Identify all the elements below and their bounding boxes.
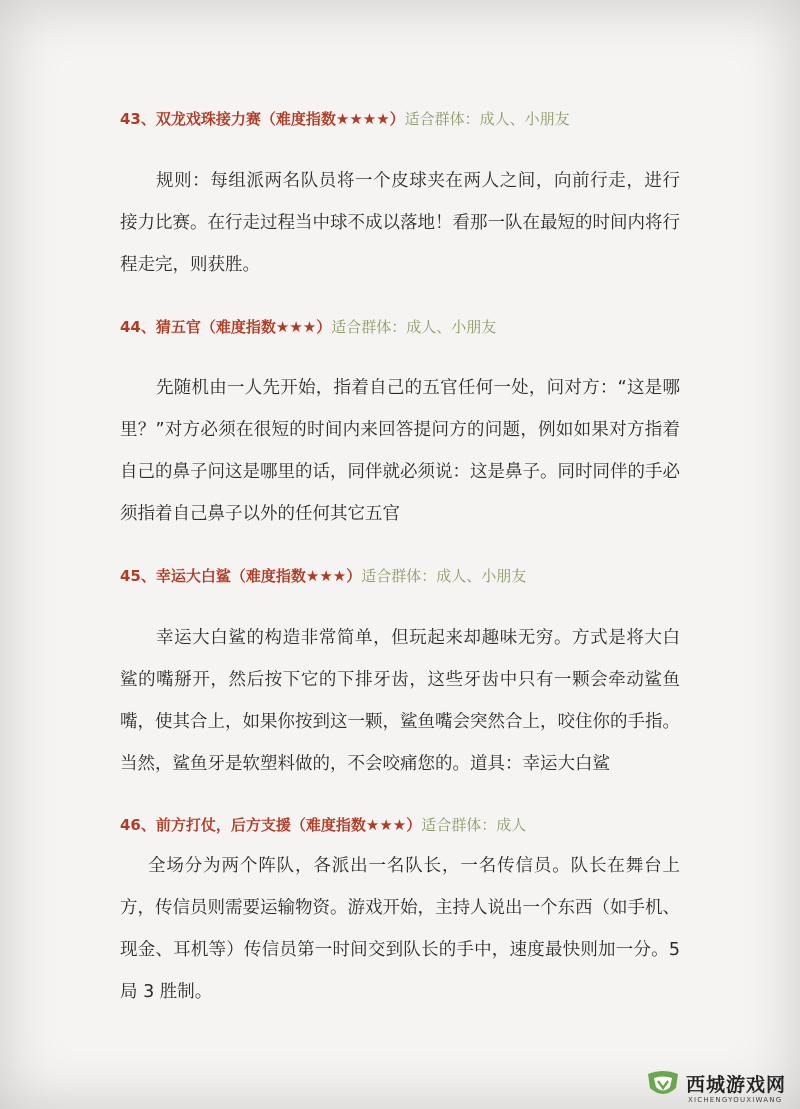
section-44-audience: 适合群体：成人、小朋友 <box>331 318 497 336</box>
watermark-sub: XICHENGYOUXIWANG <box>688 1096 783 1104</box>
section-43-heading <box>120 108 570 129</box>
section-46-title: 46、前方打仗，后方支援（难度指数★★★） <box>120 816 422 834</box>
section-46-body: 全场分为两个阵队，各派出一名队长，一名传信员。队长在舞台上方，传信员则需要运输物资。游戏开始，主持人说出一个东西（如手机、现金、耳机等）传信员第一时间交到队长的手中，速度最快则加一分。5 局 3 胜制。 <box>120 856 680 1002</box>
section-45-title: 45、幸运大白鲨（难度指数★★★） <box>120 567 362 585</box>
watermark-logo <box>640 1066 800 1106</box>
watermark-name: 西城游戏网 <box>686 1074 787 1096</box>
section-46-audience: 适合群体：成人 <box>421 816 527 834</box>
section-45-body: 幸运大白鲨的构造非常简单，但玩起来却趣味无穷。方式是将大白鲨的嘴掰开，然后按下它的下排牙齿，这些牙齿中只有一颗会牵动鲨鱼嘴，使其合上，如果你按到这一颗，鲨鱼嘴会突然合上，咬住你的手指。当然，鲨鱼牙是软塑料做的，不会咬痛您的。道具：幸运大白鲨 <box>120 628 680 774</box>
section-44-title: 44、猜五官（难度指数★★★） <box>120 318 332 336</box>
section-43-audience: 适合群体：成人、小朋友 <box>404 110 570 128</box>
section-44-body: 先随机由一人先开始，指着自己的五官任何一处，问对方：“这是哪里？”对方必须在很短的时间内来回答提问方的问题，例如如果对方指着自己的鼻子问这是哪里的话，同伴就必须说：这是鼻子。同时同伴的手必须指着自己鼻子以外的任何其它五官 <box>120 378 680 524</box>
section-46-heading <box>120 814 526 835</box>
section-45-audience: 适合群体：成人、小朋友 <box>361 567 527 585</box>
section-44-heading <box>120 316 496 337</box>
section-43-title: 43、双龙戏珠接力赛（难度指数★★★★） <box>120 110 405 128</box>
shield-leaf-icon <box>644 1070 682 1100</box>
section-43-body: 规则：每组派两名队员将一个皮球夹在两人之间，向前行走，进行接力比赛。在行走过程当中球不成以落地！看那一队在最短的时间内将行程走完，则获胜。 <box>120 171 680 275</box>
section-45-heading <box>120 565 526 586</box>
